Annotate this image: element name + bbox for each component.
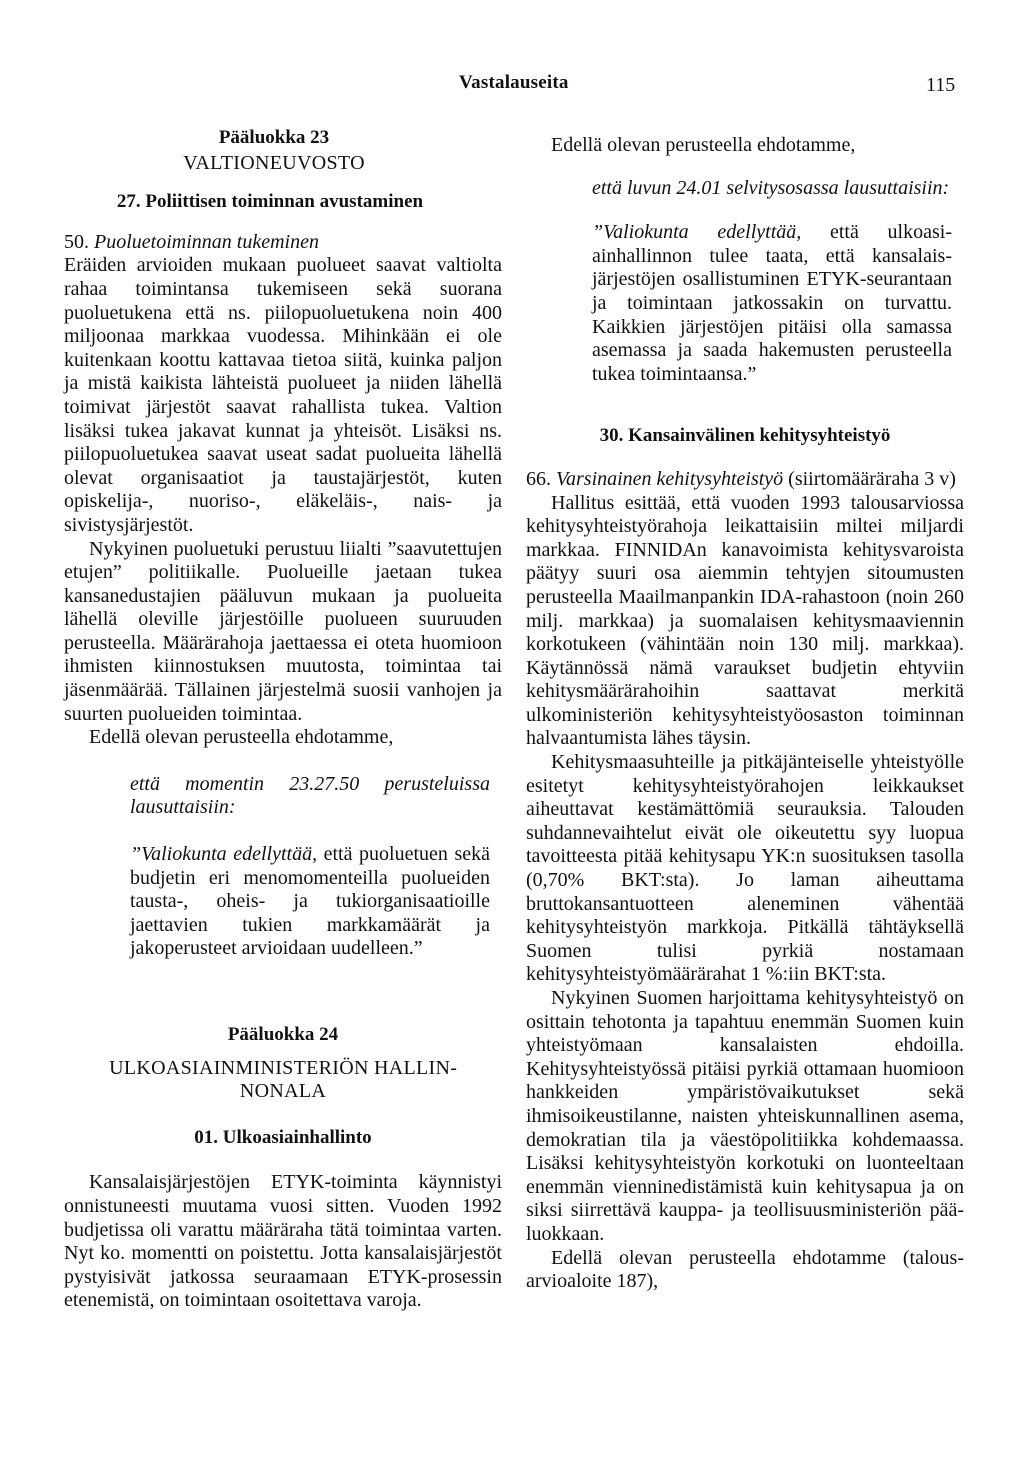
item-heading <box>64 231 502 255</box>
body-paragraph: Nykyinen Suomen harjoittama kehitysyhteistyö on osittain tehotonta ja tapahtuu enemmän Suomen kuin yhteistyömaan kansalaisten ehdoilla. Kehitysyhteistyössä pitäisi pyrkiä ottamaan huomioon hankkeiden ympäristövaikutukset sekä ihmisoikeustilanne, naisten yhteiskunnallinen asema, demokratian tila ja väestöpolitiikka kohdemaassa. Lisäksi kehitysyhteistyön korkotuki on luonteeltaan enemmän vienninedistämistä kuin kehitysapua ja on siksi siirrettävä kauppa- ja teollisuusministeriön pääluokkaan. <box>526 987 964 1245</box>
section-heading: 30. Kansainvälinen kehitysyhteistyö <box>599 425 891 447</box>
item-number: 50. <box>64 230 89 253</box>
body-paragraph: Eräiden arvioiden mukaan puolueet saavat valtiolta rahaa toimintansa tukemiseen sekä suorana puoluetukena että ns. piilopuoluetukena noin 400 miljoonaa markkaa vuodessa. Mihinkään ei ole kuitenkaan koottu kattavaa tietoa siitä, kuinka paljon ja mistä kaikista lähteistä puolueet ja niiden lähellä toimivat järjestöt saavat rahallista tukea. Valtion lisäksi tukea jakavat kunnat ja yhteisöt. Lisäksi ns. piilopuoluetukea saavat useat sadat puolueita lähellä olevat organisaatiot ja taustajärjestöt, kuten opiskelija-, nuoriso-, eläkeläis-, nais- ja sivistysjärjestöt. <box>64 254 502 536</box>
main-class-heading: Pääluokka 24 <box>227 1024 339 1045</box>
committee-quote <box>130 843 490 961</box>
item-title: Puoluetoiminnan tukeminen <box>94 230 319 253</box>
body-paragraph: Edellä olevan perusteella ehdotamme (talousarvioaloite 187), <box>526 1246 964 1293</box>
proposal-intro: Edellä olevan perusteella ehdotamme, <box>551 134 856 156</box>
proposal-text: että luvun 24.01 selvitysosassa lausuttaisiin: <box>592 176 950 199</box>
section-heading: 01. Ulkoasiainhallinto <box>194 1126 372 1148</box>
body-paragraph: Nykyinen puoluetuki perustuu liialti ”saavutettujen etujen” politiikalle. Puolueille jaetaan tukea kansanedustajien pääluvun mukaan ja puolueita lähellä oleville järjestöille puolueen suuruuden perusteella. Määrärahoja jaettaessa ei oteta huomioon ihmisten kiinnostuksen muutosta, toimintaa tai jäsenmäärää. Tällainen järjestelmä suosii vanhojen ja suurten puolueiden toimintaa. <box>64 537 502 725</box>
running-header-title: Vastalauseita <box>459 72 569 93</box>
body-paragraph: Kansalaisjärjestöjen ETYK-toiminta käynnistyi onnistuneesti muutama vuosi sitten. Vuoden 1992 budjetissa oli varattu määräraha tätä toimintaa varten. Nyt ko. momentti on poistettu. Jotta kansalaisjärjestöt pystyisivät jatkossa seuraamaan ETYK-prosessin etenemistä, on toimintaan osoitettava varoja. <box>64 1171 502 1312</box>
body-paragraph: Hallitus esittää, että vuoden 1993 talousarviossa kehitysyhteistyörahoja leikattaisiin miltei miljardi markkaa. FINNIDAn kanavoimista kehitysvaroista päätyy suuri osa aiemmin tehtyjen sitoumusten perusteella Maailmanpankin IDA-rahastoon (noin 260 milj. markkaa) ja suomalaisen kehitysmaaviennin korkotukeen (vähintään noin 130 milj. markkaa). Käytännössä nämä varaukset budjetin ehtyviin kehitysmäärärahoihin saattavat merkitä ulkoministeriön kehitysyhteistyöosaston toiminnan halvaantumista lähes täysin. <box>526 491 964 750</box>
proposal-text: että momentin 23.27.50 perusteluissa lausuttaisiin: <box>130 772 490 819</box>
main-class-name: VALTIONEUVOSTO <box>183 151 365 174</box>
quote-text: että ulkoasiainhallinnon tulee taata, että kansalaisjärjestöjen osallistuminen ETYK-seurantaan ja toimintaan jatkossakin on turvattu. Kaikkien järjestöjen pitäisi olla samassa asemassa ja saada hakemusten perusteella tukea toimintaansa.” <box>592 221 952 385</box>
item-number: 66. <box>526 467 551 490</box>
page-number: 115 <box>926 74 956 96</box>
quote-lead: ”Valiokunta edellyttää, <box>592 221 802 244</box>
right-column <box>526 126 964 1294</box>
main-class-heading: Pääluokka 23 <box>218 127 330 148</box>
quote-lead: ”Valiokunta edellyttää, <box>130 843 318 866</box>
item-heading <box>526 468 964 492</box>
left-column <box>64 126 502 1313</box>
section-heading: 27. Poliittisen toiminnan avustaminen <box>116 191 424 213</box>
item-suffix: (siirtomääräraha 3 v) <box>783 467 956 490</box>
committee-quote <box>592 221 952 386</box>
proposal-intro: Edellä olevan perusteella ehdotamme, <box>89 726 394 749</box>
item-title: Varsinainen kehitysyhteistyö <box>556 467 784 490</box>
main-class-name: ULKOASIAINMINISTERIÖN HALLINNONALA <box>109 1056 457 1103</box>
quote-text: että puoluetuen sekä budjetin eri menomomenteilla puolueiden tausta-, oheis- ja tukiorganisaatioille jaettavien tukien markkamäärät ja jakoperusteet arvioidaan uudelleen.” <box>130 843 490 960</box>
body-paragraph: Kehitysmaasuhteille ja pitkäjänteiselle yhteistyölle esitetyt kehitysyhteistyörahojen leikkaukset aiheuttavat kestämättömiä seurauksia. Talouden suhdannevaihtelut eivät ole oikeutettu syy luopua tavoitteesta pitää kehitysapu YK:n suosituksen tasolla (0,70% BKT:sta). Jo laman aiheuttama bruttokansantuotteen aleneminen vähentää kehitysyhteistyön markkoja. Pitkällä tähtäyksellä Suomen tulisi pyrkiä nostamaan kehitysyhteistyömäärärahat 1 %:iin BKT:sta. <box>526 751 964 986</box>
